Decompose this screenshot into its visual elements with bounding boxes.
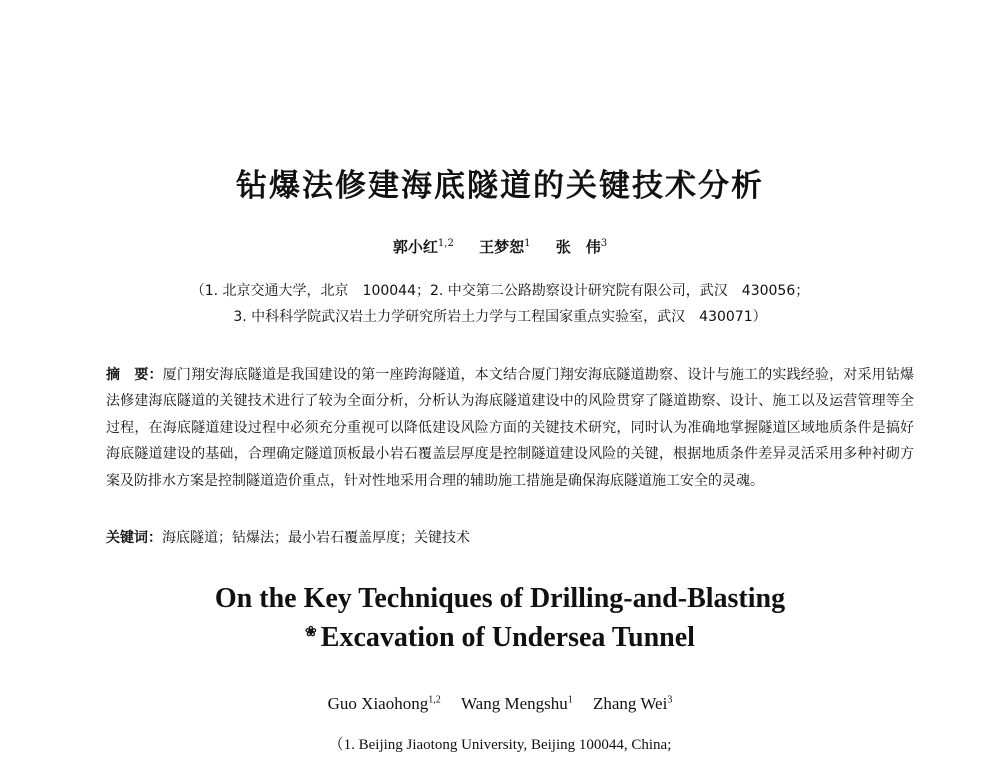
- author-guo-cn: 郭小红$^{1,2}$: [392, 238, 454, 256]
- english-title-line2: [0, 622, 1000, 654]
- abstract-text: 厦门翔安海底隧道是我国建设的第一座跨海隧道，本文结合厦门翔安海底隧道勘察、设计与施工的实践经验，对采用钻爆法修建海底隧道的关键技术进行了较为全面分析，分析认为海底隧道建设中的风险贯穿了隧道勘察、设计、施工以及运营管理等全过程，在海底隧道建设过程中必须充分重视可以降低建设风险方面的关键技术研究，同时认为准确地掌握隧道区域地质条件是搞好海底隧道建设的基础，合理确定隧道顶板最小岩石覆盖层厚度是控制隧道建设风险的关键，根据地质条件差异灵活采用多种衬砌方案及防排水方案是控制隧道造价重点，针对性地采用合理的辅助施工措施是确保海底隧道施工安全的灵魂。: [106, 367, 915, 489]
- chinese-affiliation-line1: （1. 北京交通大学，北京 100044；2. 中交第二公路勘察设计研究院有限公司，武汉 430056；: [190, 283, 810, 299]
- english-title-line1: On the Key Techniques of Drilling-and-Blasting: [214, 583, 786, 614]
- keywords: [106, 527, 914, 547]
- english-affiliation-line1: （1. Beijing Jiaotong University, Beijing 100044, China;: [328, 737, 672, 753]
- chinese-title: 钻爆法修建海底隧道的关键技术分析: [236, 168, 764, 204]
- keywords-label: 关键词：: [106, 530, 162, 546]
- footnote-mark-icon: ❀: [305, 625, 317, 640]
- author-guo-en: Guo Xiaohong$^{1,2}$: [327, 694, 441, 713]
- english-title-line2-text: Excavation of Undersea Tunnel: [320, 622, 695, 653]
- author-wang-en: Wang Mengshu$^1$: [460, 694, 573, 713]
- author-zhang-cn: 张 伟$^3$: [555, 238, 608, 256]
- english-authors: [0, 694, 1000, 714]
- abstract-label: 摘 要：: [106, 367, 163, 383]
- chinese-authors: [0, 236, 1000, 257]
- abstract: [106, 362, 914, 494]
- keywords-text: 海底隧道；钻爆法；最小岩石覆盖厚度；关键技术: [162, 530, 470, 546]
- author-zhang-en: Zhang Wei$^3$: [593, 694, 673, 713]
- author-wang-cn: 王梦恕$^1$: [479, 238, 531, 256]
- chinese-affiliation-line2: 3. 中科科学院武汉岩土力学研究所岩土力学与工程国家重点实验室，武汉 430071）: [233, 309, 767, 325]
